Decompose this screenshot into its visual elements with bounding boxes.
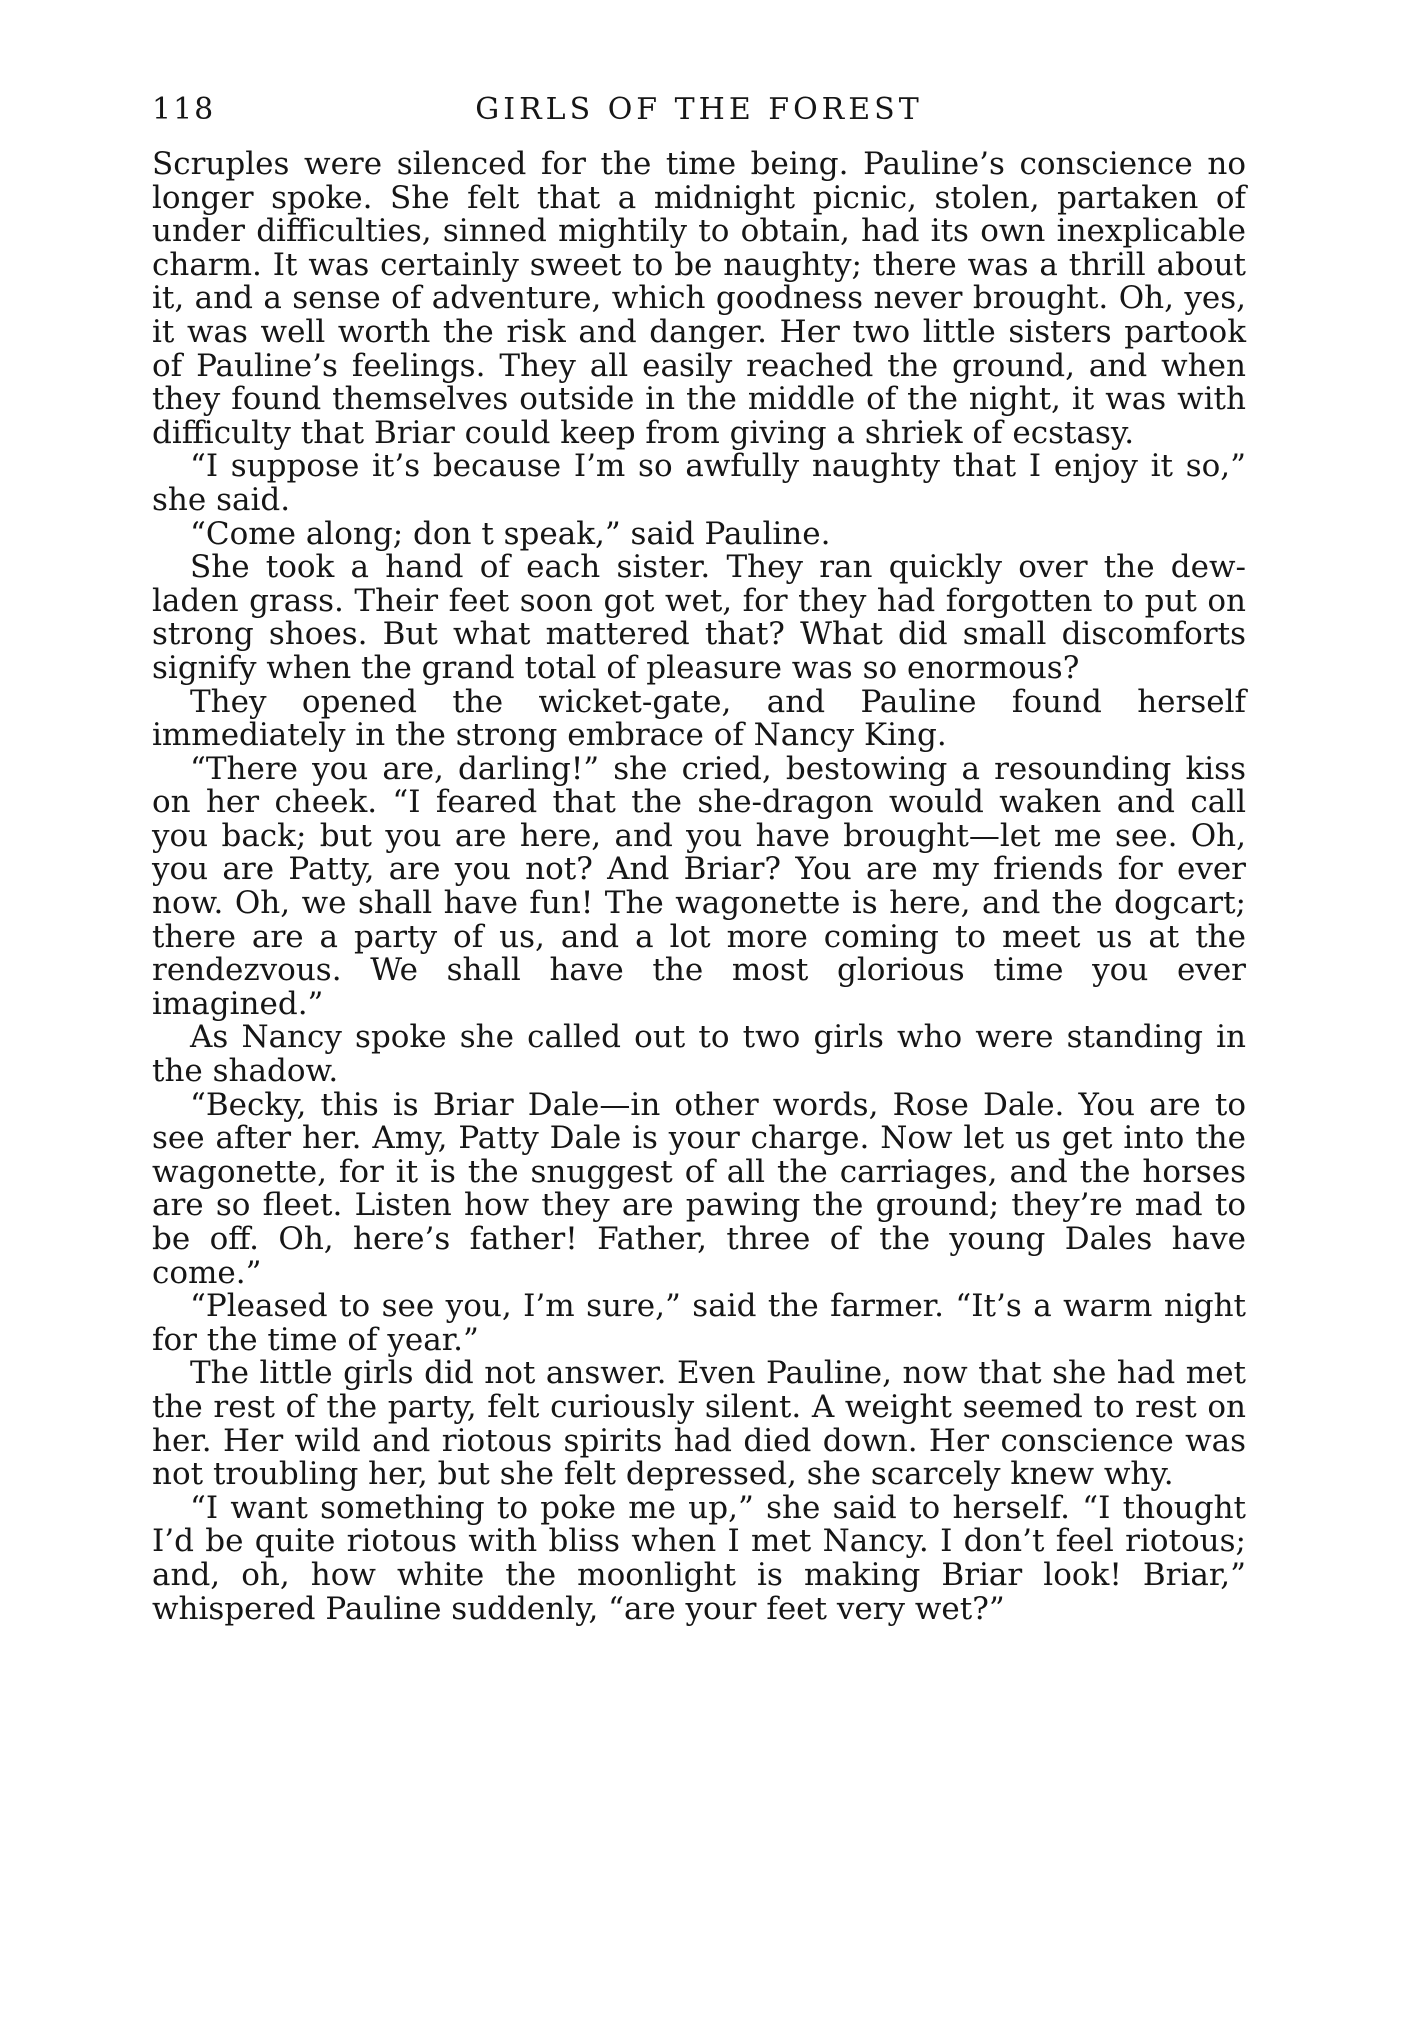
paragraph: “I suppose it’s because I’m so awfully naughty that I enjoy it so,” she said. (152, 448, 1246, 518)
paragraph: Scruples were silenced for the time being. Pauline’s conscience no longer spoke. She felt that a midnight picnic, stolen, partaken of under difficulties, sinned mightily to obtain, had its own inexplicable charm. It was certainly sweet to be naughty; there was a thrill about it, and a sense of adventure, which goodness never brought. Oh, yes, it was well worth the risk and danger. Her two little sisters partook of Pauline’s feelings. They all easily reached the ground, and when they found themselves outside in the middle of the night, it was with difficulty that Briar could keep from giving a shriek of ecstasy. (152, 146, 1246, 451)
paragraph: “I want something to poke me up,” she said to herself. “I thought I’d be quite riotous with bliss when I met Nancy. I don’t feel riotous; and, oh, how white the moonlight is making Briar look! Briar,” whispered Pauline suddenly, “are your feet very wet?” (152, 1489, 1246, 1627)
page-number: 118 (152, 92, 216, 127)
paragraph: “Come along; don t speak,” said Pauline. (190, 515, 831, 552)
page-header (152, 92, 1246, 142)
paragraph: As Nancy spoke she called out to two girls who were standing in the shadow. (152, 1019, 1246, 1090)
body-text (152, 148, 1246, 1626)
paragraph: The little girls did not answer. Even Pauline, now that she had met the rest of the party, felt curiously silent. A weight seemed to rest on her. Her wild and riotous spirits had died down. Her conscience was not troubling her, but she felt depressed, she scarcely knew why. (152, 1355, 1246, 1493)
paragraph: “Becky, this is Briar Dale—in other words, Rose Dale. You are to see after her. Amy, Patty Dale is your charge. Now let us get into the wagonette, for it is the snuggest of all the carriages, and the horses are so fleet. Listen how they are pawing the ground; they’re mad to be off. Oh, here’s father! Father, three of the young Dales have come.” (152, 1086, 1246, 1291)
paragraph: “Pleased to see you, I’m sure,” said the farmer. “It’s a warm night for the time of year.” (152, 1288, 1246, 1358)
running-title: GIRLS OF THE FOREST (475, 92, 923, 127)
paragraph: “There you are, darling!” she cried, bestowing a resounding kiss on her cheek. “I feared that the she-dragon would waken and call you back; but you are here, and you have brought—let me see. Oh, you are Patty, are you not? And Briar? You are my friends for ever now. Oh, we shall have fun! The wagonette is here, and the dogcart; there are a party of us, and a lot more coming to meet us at the rendezvous. We shall have the most glorious time you ever imagined.” (152, 750, 1246, 1022)
paragraph: She took a hand of each sister. They ran quickly over the dew-laden grass. Their feet soon got wet, for they had forgotten to put on strong shoes. But what mattered that? What did small discomforts signify when the grand total of pleasure was so enormous? (152, 549, 1246, 686)
book-page (152, 92, 1246, 1626)
paragraph: They opened the wicket-gate, and Pauline found herself immediately in the strong embrace of Nancy King. (152, 683, 1246, 754)
